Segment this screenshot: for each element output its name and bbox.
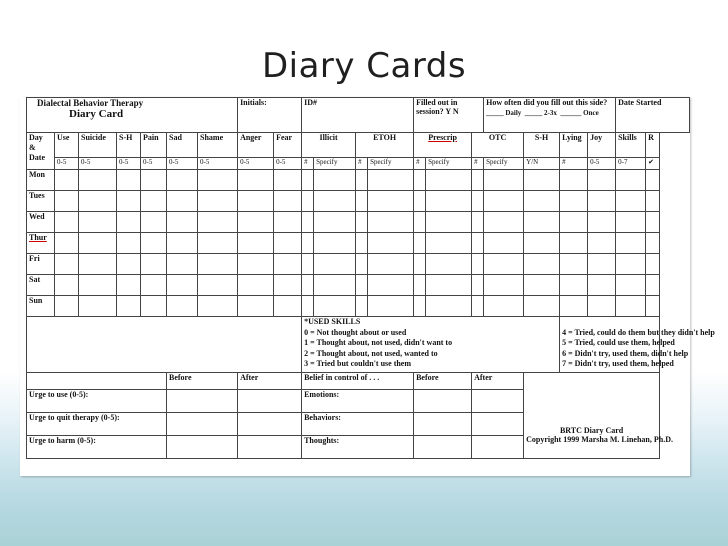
entry-cell[interactable]: [414, 191, 426, 212]
skills-legend-right: [560, 317, 715, 373]
entry-cell[interactable]: [426, 170, 472, 191]
entry-cell[interactable]: [274, 233, 302, 254]
entry-cell[interactable]: [55, 254, 79, 275]
entry-cell[interactable]: [414, 212, 426, 233]
scale-cell: Specify: [484, 158, 524, 170]
scale-cell: #: [302, 158, 314, 170]
entry-cell[interactable]: [314, 191, 356, 212]
entry-cell[interactable]: [426, 275, 472, 296]
brtc-label: BRTC Diary Card: [559, 426, 624, 435]
entry-cell[interactable]: [117, 212, 141, 233]
urge-harm-label: Urge to harm (0-5):: [27, 436, 167, 459]
entry-cell[interactable]: [588, 170, 616, 191]
entry-cell[interactable]: [616, 212, 646, 233]
entry-cell[interactable]: [55, 170, 79, 191]
entry-cell[interactable]: [302, 254, 314, 275]
skills-spacer: [27, 317, 302, 373]
entry-cell[interactable]: [472, 296, 484, 317]
entry-cell[interactable]: [426, 233, 472, 254]
col-anger: Anger: [238, 133, 274, 158]
entry-cell[interactable]: [356, 296, 368, 317]
day-row: [27, 212, 690, 233]
id-cell[interactable]: [302, 98, 414, 133]
entry-cell[interactable]: [167, 233, 198, 254]
day-label: Fri: [27, 254, 55, 275]
belief-emotions-before[interactable]: [414, 390, 472, 413]
entry-cell[interactable]: [141, 275, 167, 296]
entry-cell[interactable]: [646, 275, 660, 296]
entry-cell[interactable]: [274, 254, 302, 275]
scale-cell: 0-5: [274, 158, 302, 170]
entry-cell[interactable]: [472, 212, 484, 233]
entry-cell[interactable]: [484, 170, 524, 191]
entry-cell[interactable]: [302, 170, 314, 191]
belief-behaviors-before[interactable]: [414, 413, 472, 436]
entry-cell[interactable]: [198, 254, 238, 275]
col-self-harm-2: S-H: [524, 133, 560, 158]
entry-cell[interactable]: [560, 212, 588, 233]
entry-cell[interactable]: [55, 191, 79, 212]
skill-0: 0 = Not thought about or used: [304, 327, 407, 337]
col-use: Use: [55, 133, 79, 158]
diary-card-form: [20, 97, 715, 476]
day-label: Mon: [27, 170, 55, 191]
entry-cell[interactable]: [356, 275, 368, 296]
entry-cell[interactable]: [79, 212, 117, 233]
belief-thoughts-label: Thoughts:: [302, 436, 414, 459]
date-started-label: Date Started: [618, 98, 662, 107]
entry-cell[interactable]: [356, 254, 368, 275]
program-name: Dialectal Behavior Therapy: [37, 98, 144, 108]
col-r: R: [646, 133, 660, 158]
entry-cell[interactable]: [368, 170, 414, 191]
entry-cell[interactable]: [55, 233, 79, 254]
entry-cell[interactable]: [560, 275, 588, 296]
entry-cell[interactable]: [198, 296, 238, 317]
entry-cell[interactable]: [314, 275, 356, 296]
entry-cell[interactable]: [368, 233, 414, 254]
col-sad: Sad: [167, 133, 198, 158]
col-self-harm: S-H: [117, 133, 141, 158]
day-label: Tues: [27, 191, 55, 212]
entry-cell[interactable]: [314, 254, 356, 275]
freq-daily: _____ Daily: [486, 109, 522, 117]
scale-cell: Y/N: [524, 158, 560, 170]
entry-cell[interactable]: [274, 275, 302, 296]
after-header: After: [238, 373, 302, 390]
entry-cell[interactable]: [117, 191, 141, 212]
entry-cell[interactable]: [646, 191, 660, 212]
entry-cell[interactable]: [238, 254, 274, 275]
entry-cell[interactable]: [368, 275, 414, 296]
scale-cell: #: [356, 158, 368, 170]
entry-cell[interactable]: [560, 191, 588, 212]
entry-cell[interactable]: [238, 275, 274, 296]
entry-cell[interactable]: [79, 275, 117, 296]
scale-cell: 0-5: [167, 158, 198, 170]
entry-cell[interactable]: [314, 233, 356, 254]
entry-cell[interactable]: [588, 233, 616, 254]
scale-cell: 0-5: [198, 158, 238, 170]
entry-cell[interactable]: [198, 212, 238, 233]
session-cell[interactable]: [414, 98, 484, 133]
entry-cell[interactable]: [560, 170, 588, 191]
slide-title: Diary Cards: [261, 46, 467, 86]
entry-cell[interactable]: [588, 275, 616, 296]
urge-header-spacer: [27, 373, 167, 390]
diary-card-table: [26, 97, 715, 459]
entry-cell[interactable]: [314, 170, 356, 191]
urge-quit-before[interactable]: [167, 413, 238, 436]
scale-cell: Specify: [314, 158, 356, 170]
entry-cell[interactable]: [356, 233, 368, 254]
entry-cell[interactable]: [368, 212, 414, 233]
col-fear: Fear: [274, 133, 302, 158]
day-row: [27, 233, 690, 254]
initials-label: Initials:: [240, 98, 267, 107]
entry-cell[interactable]: [472, 233, 484, 254]
entry-cell[interactable]: [141, 191, 167, 212]
entry-cell[interactable]: [198, 275, 238, 296]
entry-cell[interactable]: [79, 233, 117, 254]
day-row: [27, 296, 690, 317]
entry-cell[interactable]: [616, 170, 646, 191]
session-label: session? Y N: [416, 107, 459, 116]
entry-cell[interactable]: [167, 191, 198, 212]
entry-cell[interactable]: [117, 170, 141, 191]
skill-6: 6 = Didn't try, used them, didn't help: [562, 348, 689, 358]
day-row: [27, 170, 690, 191]
entry-cell[interactable]: [167, 296, 198, 317]
entry-cell[interactable]: [472, 170, 484, 191]
entry-cell[interactable]: [484, 212, 524, 233]
entry-cell[interactable]: [141, 170, 167, 191]
before-header-2: Before: [414, 373, 472, 390]
entry-cell[interactable]: [356, 191, 368, 212]
skills-legend-left: [302, 317, 560, 373]
entry-cell[interactable]: [274, 212, 302, 233]
entry-cell[interactable]: [560, 233, 588, 254]
entry-cell[interactable]: [141, 212, 167, 233]
entry-cell[interactable]: [55, 275, 79, 296]
belief-emotions-label: Emotions:: [302, 390, 414, 413]
entry-cell[interactable]: [117, 296, 141, 317]
entry-cell[interactable]: [167, 170, 198, 191]
scale-cell: Specify: [368, 158, 414, 170]
entry-cell[interactable]: [79, 296, 117, 317]
skill-4: 4 = Tried, could do them but they didn't help: [562, 327, 715, 337]
col-pain: Pain: [141, 133, 167, 158]
urge-use-after[interactable]: [238, 390, 302, 413]
entry-cell[interactable]: [302, 233, 314, 254]
scale-cell: 0-7: [616, 158, 646, 170]
freq-once: ______ Once: [560, 109, 599, 117]
entry-cell[interactable]: [426, 296, 472, 317]
entry-cell[interactable]: [141, 233, 167, 254]
col-etoh: ETOH: [356, 133, 414, 158]
before-header: Before: [167, 373, 238, 390]
entry-cell[interactable]: [238, 233, 274, 254]
skill-7: 7 = Didn't try, used them, helped: [562, 359, 674, 368]
entry-cell[interactable]: [238, 212, 274, 233]
entry-cell[interactable]: [167, 275, 198, 296]
entry-cell[interactable]: [414, 254, 426, 275]
card-title-cell: [27, 98, 238, 133]
entry-cell[interactable]: [117, 233, 141, 254]
date-started-cell[interactable]: [616, 98, 690, 133]
entry-cell[interactable]: [198, 170, 238, 191]
belief-thoughts-before[interactable]: [414, 436, 472, 459]
entry-cell[interactable]: [79, 170, 117, 191]
skill-1: 1 = Thought about, not used, didn't want to: [304, 338, 453, 347]
entry-cell[interactable]: [472, 275, 484, 296]
entry-cell[interactable]: [616, 275, 646, 296]
card-name: Diary Card: [69, 108, 124, 120]
entry-cell[interactable]: [588, 212, 616, 233]
entry-cell[interactable]: [238, 296, 274, 317]
skills-header: *USED SKILLS: [304, 317, 361, 326]
day-label: Sun: [27, 296, 55, 317]
frequency-cell[interactable]: [484, 98, 616, 133]
entry-cell[interactable]: [484, 296, 524, 317]
entry-cell[interactable]: [167, 254, 198, 275]
entry-cell[interactable]: [368, 191, 414, 212]
scale-cell: 0-5: [588, 158, 616, 170]
entry-cell[interactable]: [302, 275, 314, 296]
entry-cell[interactable]: [524, 212, 560, 233]
entry-cell[interactable]: [302, 296, 314, 317]
entry-cell[interactable]: [141, 296, 167, 317]
day-date-header: Day & Date: [27, 133, 55, 170]
col-skills: Skills: [616, 133, 646, 158]
urge-use-label: Urge to use (0-5):: [27, 390, 167, 413]
entry-cell[interactable]: [79, 191, 117, 212]
initials-cell[interactable]: [238, 98, 302, 133]
entry-cell[interactable]: [414, 233, 426, 254]
col-prescrip: Prescrip: [414, 133, 472, 158]
entry-cell[interactable]: [426, 212, 472, 233]
entry-cell[interactable]: [472, 254, 484, 275]
entry-cell[interactable]: [524, 296, 560, 317]
check-icon: ✔: [646, 158, 660, 170]
entry-cell[interactable]: [274, 296, 302, 317]
entry-cell[interactable]: [414, 296, 426, 317]
urge-quit-after[interactable]: [238, 413, 302, 436]
entry-cell[interactable]: [141, 254, 167, 275]
entry-cell[interactable]: [616, 296, 646, 317]
brtc-cell: [524, 373, 673, 459]
entry-cell[interactable]: [167, 212, 198, 233]
day-row: [27, 275, 690, 296]
scale-cell: 0-5: [117, 158, 141, 170]
entry-cell[interactable]: [55, 296, 79, 317]
entry-cell[interactable]: [368, 254, 414, 275]
day-label: Sat: [27, 275, 55, 296]
skill-5: 5 = Tried, could use them, helped: [562, 338, 675, 347]
entry-cell[interactable]: [646, 254, 660, 275]
after-header-2: After: [472, 373, 524, 390]
scale-cell: 0-5: [55, 158, 79, 170]
entry-cell[interactable]: [484, 233, 524, 254]
entry-cell[interactable]: [646, 233, 660, 254]
entry-cell[interactable]: [472, 191, 484, 212]
belief-behaviors-label: Behaviors:: [302, 413, 414, 436]
entry-cell[interactable]: [588, 254, 616, 275]
entry-cell[interactable]: [79, 254, 117, 275]
entry-cell[interactable]: [616, 191, 646, 212]
entry-cell[interactable]: [314, 212, 356, 233]
entry-cell[interactable]: [646, 212, 660, 233]
day-row: [27, 191, 690, 212]
copyright: Copyright 1999 Marsha M. Linehan, Ph.D.: [526, 435, 673, 444]
entry-cell[interactable]: [356, 212, 368, 233]
scale-cell: 0-5: [79, 158, 117, 170]
entry-cell[interactable]: [414, 275, 426, 296]
day-label: Thur: [27, 233, 55, 254]
col-otc: OTC: [472, 133, 524, 158]
col-illicit: Illicit: [302, 133, 356, 158]
entry-cell[interactable]: [356, 170, 368, 191]
entry-cell[interactable]: [302, 191, 314, 212]
col-suicide: Suicide: [79, 133, 117, 158]
entry-cell[interactable]: [198, 191, 238, 212]
entry-cell[interactable]: [368, 296, 414, 317]
entry-cell[interactable]: [117, 275, 141, 296]
entry-cell[interactable]: [274, 191, 302, 212]
belief-thoughts-after[interactable]: [472, 436, 524, 459]
entry-cell[interactable]: [55, 212, 79, 233]
scale-cell: Specify: [426, 158, 472, 170]
entry-cell[interactable]: [274, 170, 302, 191]
freq-2-3x: _____ 2-3x: [524, 109, 557, 117]
day-row: [27, 254, 690, 275]
entry-cell[interactable]: [646, 170, 660, 191]
entry-cell[interactable]: [484, 275, 524, 296]
skill-3: 3 = Tried but couldn't use them: [304, 359, 412, 368]
day-label: Wed: [27, 212, 55, 233]
entry-cell[interactable]: [198, 233, 238, 254]
col-shame: Shame: [198, 133, 238, 158]
entry-cell[interactable]: [426, 254, 472, 275]
entry-cell[interactable]: [524, 275, 560, 296]
scale-cell: #: [414, 158, 426, 170]
how-often-label: How often did you fill out this side?: [486, 98, 608, 107]
urge-quit-label: Urge to quit therapy (0-5):: [27, 413, 167, 436]
urge-harm-after[interactable]: [238, 436, 302, 459]
entry-cell[interactable]: [524, 191, 560, 212]
scale-cell: #: [560, 158, 588, 170]
entry-cell[interactable]: [414, 170, 426, 191]
entry-cell[interactable]: [588, 296, 616, 317]
entry-cell[interactable]: [616, 233, 646, 254]
urge-use-before[interactable]: [167, 390, 238, 413]
entry-cell[interactable]: [117, 254, 141, 275]
urge-harm-before[interactable]: [167, 436, 238, 459]
entry-cell[interactable]: [524, 170, 560, 191]
entry-cell[interactable]: [484, 191, 524, 212]
entry-cell[interactable]: [314, 296, 356, 317]
entry-cell[interactable]: [524, 233, 560, 254]
entry-cell[interactable]: [560, 296, 588, 317]
belief-behaviors-after[interactable]: [472, 413, 524, 436]
col-lying: Lying: [560, 133, 588, 158]
belief-emotions-after[interactable]: [472, 390, 524, 413]
entry-cell[interactable]: [238, 170, 274, 191]
entry-cell[interactable]: [484, 254, 524, 275]
entry-cell[interactable]: [238, 191, 274, 212]
id-label: ID#: [304, 98, 317, 107]
entry-cell[interactable]: [646, 296, 660, 317]
belief-header: Belief in control of . . .: [302, 373, 414, 390]
entry-cell[interactable]: [560, 254, 588, 275]
scale-cell: 0-5: [238, 158, 274, 170]
col-joy: Joy: [588, 133, 616, 158]
entry-cell[interactable]: [302, 212, 314, 233]
skill-2: 2 = Thought about, not used, wanted to: [304, 348, 438, 358]
scale-cell: 0-5: [141, 158, 167, 170]
filled-label: Filled out in: [416, 98, 458, 107]
entry-cell[interactable]: [426, 191, 472, 212]
scale-cell: #: [472, 158, 484, 170]
entry-cell[interactable]: [588, 191, 616, 212]
entry-cell[interactable]: [524, 254, 560, 275]
entry-cell[interactable]: [616, 254, 646, 275]
